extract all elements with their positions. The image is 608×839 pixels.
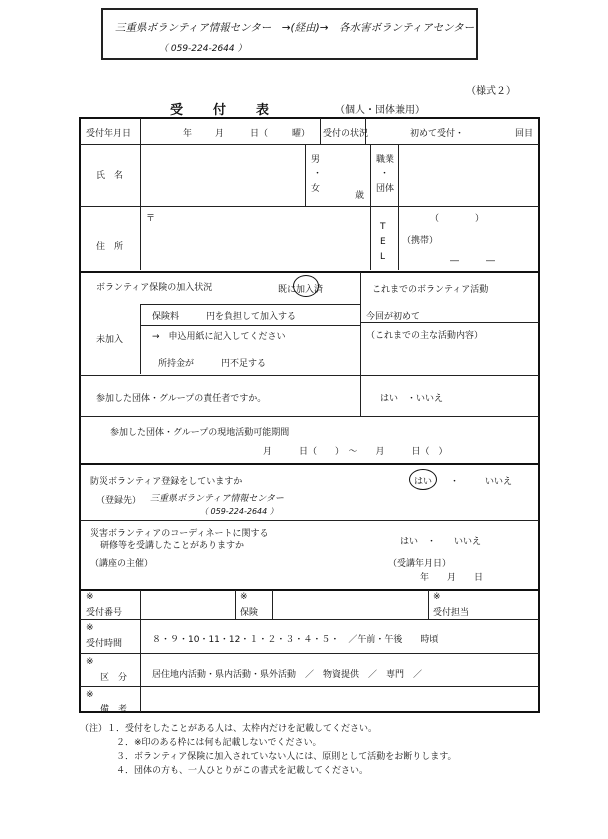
activity-period-label: 参加した団体・グループの現地活動可能期間: [110, 428, 290, 438]
page-title: 受付表: [170, 103, 300, 118]
insurance-not-enrolled: 未加入: [96, 335, 124, 345]
routing-header-text: 三重県ボランティア情報センター →(経由)→ 各水害ボランティアセンター: [115, 22, 475, 34]
office-mark-staff: ※: [433, 592, 441, 602]
registration-destination-label: （登録先）: [96, 496, 142, 506]
page-subtitle: （個人・団体兼用）: [335, 105, 425, 116]
office-mark-time: ※: [86, 623, 94, 633]
registration-destination-name: 三重県ボランティア情報センター: [150, 494, 284, 504]
office-insurance-label: 保険: [240, 608, 259, 618]
activity-period-value: 月 日（ ） ～ 月 日（ ）: [263, 447, 448, 457]
date-month-label: 月: [215, 129, 225, 139]
gender-male: 男: [311, 155, 321, 165]
routing-header-phone: （ 059-224-2644 ）: [159, 44, 247, 54]
office-mark-insurance: ※: [240, 592, 248, 602]
name-label: 氏 名: [96, 171, 124, 181]
training-question-line2: 研修等を受講したことがありますか: [100, 541, 245, 551]
training-date-label: （受講年月日）: [388, 559, 452, 569]
style-number: （様式２）: [466, 86, 516, 97]
main-activity-label: （これまでの主な活動内容）: [366, 331, 484, 341]
reception-staff-label: 受付担当: [433, 608, 470, 618]
reception-number-label: 受付番号: [86, 608, 123, 618]
registration-no: いいえ: [485, 477, 513, 487]
note-4: ４．団体の方も、一人ひとりがこの書式を記載してください。: [116, 766, 369, 776]
registration-question: 防災ボランティア登録をしていますか: [90, 477, 243, 487]
insurance-shortage: 所持金が 円不足する: [158, 359, 267, 369]
gender-dot: ・: [313, 169, 323, 179]
tel-area-code: （ ）: [430, 214, 485, 224]
leader-answer: はい ・いいえ: [380, 394, 444, 404]
date-day-label: 日（: [250, 129, 269, 139]
tel-l: L: [380, 252, 386, 262]
category-options: 居住地内活動・県内活動・県外活動 ／ 物資提供 ／ 専門 ／: [152, 670, 423, 680]
note-3: ３．ボランティア保険に加入されていない人には、原則として活動をお断りします。: [116, 752, 457, 762]
tel-e: E: [380, 237, 386, 247]
registration-dot: ・: [450, 477, 460, 487]
insurance-apply-instruction: → 申込用紙に記入してください: [152, 332, 286, 342]
date-year-label: 年: [183, 129, 193, 139]
group-label: 団体: [376, 184, 395, 194]
reception-date-label: 受付年月日: [86, 129, 132, 139]
occupation-dot: ・: [380, 169, 390, 179]
insurance-fee: 保険料 円を負担して加入する: [152, 312, 297, 322]
routing-header-box: [101, 8, 478, 60]
reception-hours: ８・９・10・11・12・１・２・３・４・５・ ／午前・午後 時頃: [152, 635, 439, 645]
training-question-line1: 災害ボランティアのコーディネートに関する: [90, 529, 269, 539]
training-date-value: 年 月 日: [420, 573, 484, 583]
tel-t: T: [380, 222, 386, 232]
tel-dashes: ― ―: [450, 256, 496, 266]
insurance-status-label: ボランティア保険の加入状況: [96, 283, 213, 293]
reception-time-label: 受付時間: [86, 639, 123, 649]
reception-status-label: 受付の状況: [323, 129, 369, 139]
training-answer: はい ・ いいえ: [400, 537, 482, 547]
office-mark-number: ※: [86, 592, 94, 602]
past-activity-label: これまでのボランティア活動: [372, 285, 489, 295]
occupation-label: 職業: [376, 155, 395, 165]
mobile-label: （携帯）: [402, 236, 439, 246]
date-weekday-label: 曜）: [292, 129, 311, 139]
registration-yes: はい: [414, 477, 433, 487]
leader-question: 参加した団体・グループの責任者ですか。: [96, 394, 267, 404]
training-organizer-label: （講座の主催）: [90, 559, 154, 569]
address-label: 住 所: [96, 242, 124, 252]
registration-destination-phone: （ 059-224-2644 ）: [200, 507, 278, 516]
office-mark-remarks: ※: [86, 690, 94, 700]
times-label: 回目: [515, 129, 534, 139]
first-activity-option: 今回が初めて: [366, 312, 421, 322]
category-label: 区 分: [100, 673, 128, 683]
first-time-option: 初めて受付・: [410, 129, 465, 139]
remarks-label: 備 考: [100, 705, 128, 715]
age-label: 歳: [355, 191, 365, 201]
postal-mark: 〒: [146, 214, 156, 224]
gender-female: 女: [311, 184, 321, 194]
note-1: （注）１．受付をしたことがある人は、太枠内だけを記載してください。: [80, 724, 378, 734]
note-2: ２．※印のある枠には何も記載しないでください。: [116, 738, 322, 748]
insurance-enrolled: 既に加入済: [278, 285, 324, 295]
office-mark-category: ※: [86, 657, 94, 667]
